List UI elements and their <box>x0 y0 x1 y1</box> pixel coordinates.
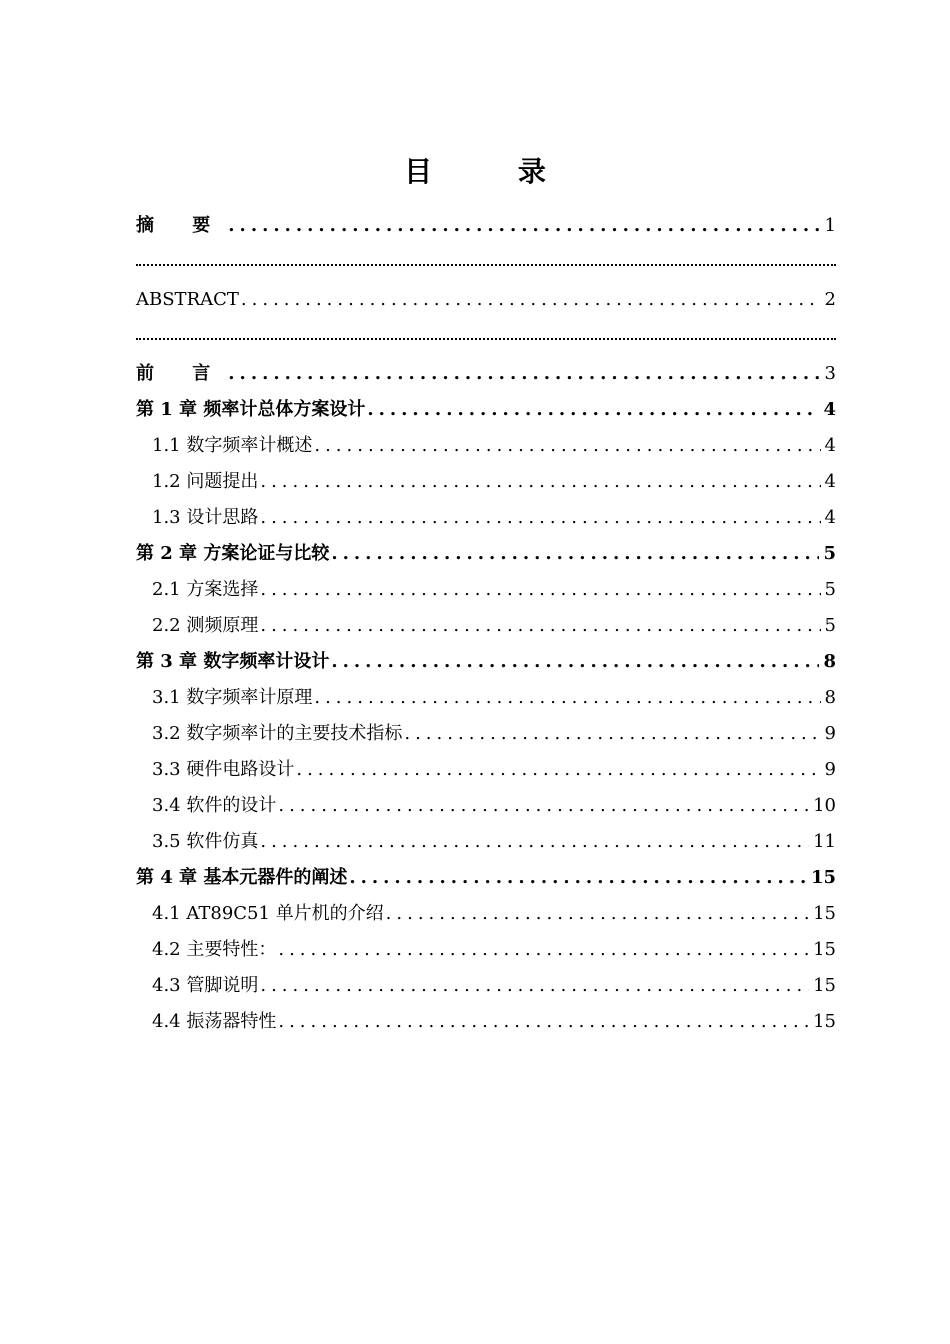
toc-entry[interactable] <box>152 936 836 962</box>
dot-leader <box>331 542 819 566</box>
toc-entry-page: 10 <box>813 795 836 816</box>
dot-leader <box>404 722 820 746</box>
toc-entry-label: 4.4 振荡器特性 <box>152 1011 277 1032</box>
toc-entry-label: 前 言 <box>136 363 227 384</box>
toc-entry[interactable] <box>152 720 836 746</box>
dot-leader <box>260 614 820 638</box>
toc-entry-page: 9 <box>824 723 836 744</box>
page-title: 目 录 <box>404 155 584 188</box>
toc-entry[interactable] <box>152 468 836 494</box>
dot-leader <box>278 794 809 818</box>
toc-entry-page: 5 <box>823 543 836 564</box>
toc-entry[interactable] <box>136 648 836 674</box>
toc-entry-label: ABSTRACT <box>136 289 239 310</box>
toc-entry-page: 11 <box>813 831 836 852</box>
toc-entry-page: 15 <box>813 1011 836 1032</box>
toc-entry-page: 2 <box>824 289 836 310</box>
toc-entry-label: 2.1 方案选择 <box>152 579 259 600</box>
toc-entry[interactable] <box>152 828 836 854</box>
toc-entry-label: 3.3 硬件电路设计 <box>152 759 295 780</box>
dot-leader <box>386 902 809 926</box>
toc-entry-page: 15 <box>813 939 836 960</box>
toc-entry-label: 1.1 数字频率计概述 <box>152 435 313 456</box>
toc-entry[interactable] <box>136 540 836 566</box>
dot-leader <box>228 214 820 238</box>
toc-entry[interactable] <box>136 212 836 238</box>
toc-entry-page: 15 <box>810 867 836 888</box>
dot-leader <box>296 758 820 782</box>
dot-leader <box>260 470 820 494</box>
toc-entry-page: 15 <box>813 975 836 996</box>
toc-entry-page: 8 <box>823 651 836 672</box>
toc-entry[interactable] <box>136 286 836 312</box>
toc-entry-label: 第 2 章 方案论证与比较 <box>136 543 330 564</box>
toc-entry[interactable] <box>152 612 836 638</box>
toc-entry[interactable] <box>152 900 836 926</box>
dot-leader <box>260 974 809 998</box>
dot-leader <box>349 866 807 890</box>
toc-entry[interactable] <box>136 396 836 422</box>
toc-entry[interactable] <box>152 576 836 602</box>
toc-entry-page: 8 <box>824 687 836 708</box>
toc-entry-label: 3.1 数字频率计原理 <box>152 687 313 708</box>
dot-leader <box>278 938 809 962</box>
toc-entry-page: 4 <box>824 507 836 528</box>
toc-entry-label: 摘 要 <box>136 215 227 236</box>
toc-entry-label: 3.5 软件仿真 <box>152 831 259 852</box>
toc-entry-label: 第 3 章 数字频率计设计 <box>136 651 330 672</box>
toc-entry[interactable] <box>152 792 836 818</box>
toc-entry-label: 4.3 管脚说明 <box>152 975 259 996</box>
toc-entry-page: 4 <box>824 471 836 492</box>
toc-entry-page: 1 <box>824 215 836 236</box>
dot-leader <box>314 686 820 710</box>
toc-entry[interactable] <box>152 756 836 782</box>
toc-entry-page: 4 <box>824 435 836 456</box>
toc-entry-page: 3 <box>824 363 836 384</box>
toc-entry-label: 4.2 主要特性： <box>152 939 277 960</box>
dot-leader <box>228 362 820 386</box>
toc-entry[interactable] <box>152 972 836 998</box>
dot-leader <box>331 650 819 674</box>
toc-entry[interactable] <box>136 360 836 386</box>
toc-entry-label: 3.2 数字频率计的主要技术指标 <box>152 723 403 744</box>
toc-entry[interactable] <box>152 684 836 710</box>
toc-entry-page: 5 <box>824 579 836 600</box>
toc-entry-page: 5 <box>824 615 836 636</box>
dotted-divider <box>136 264 836 266</box>
dot-leader <box>367 398 819 422</box>
toc-entry[interactable] <box>152 1008 836 1034</box>
toc-entry-label: 第 1 章 频率计总体方案设计 <box>136 399 366 420</box>
toc-entry-label: 4.1 AT89C51 单片机的介绍 <box>152 903 384 924</box>
toc-entry-label: 1.3 设计思路 <box>152 507 259 528</box>
dot-leader <box>260 506 820 530</box>
dot-leader <box>278 1010 809 1034</box>
toc-entry-label: 3.4 软件的设计 <box>152 795 277 816</box>
dot-leader <box>314 434 820 458</box>
toc-entry[interactable] <box>152 432 836 458</box>
toc-entry-page: 4 <box>823 399 836 420</box>
toc-entry-label: 1.2 问题提出 <box>152 471 259 492</box>
dotted-divider <box>136 338 836 340</box>
toc-entry-page: 9 <box>824 759 836 780</box>
toc-entry[interactable] <box>152 504 836 530</box>
toc-entry-page: 15 <box>813 903 836 924</box>
dot-leader <box>241 288 821 312</box>
toc-entry-label: 2.2 测频原理 <box>152 615 259 636</box>
dot-leader <box>260 830 809 854</box>
toc-entry[interactable] <box>136 864 836 890</box>
toc-entry-label: 第 4 章 基本元器件的阐述 <box>136 867 348 888</box>
dot-leader <box>260 578 820 602</box>
